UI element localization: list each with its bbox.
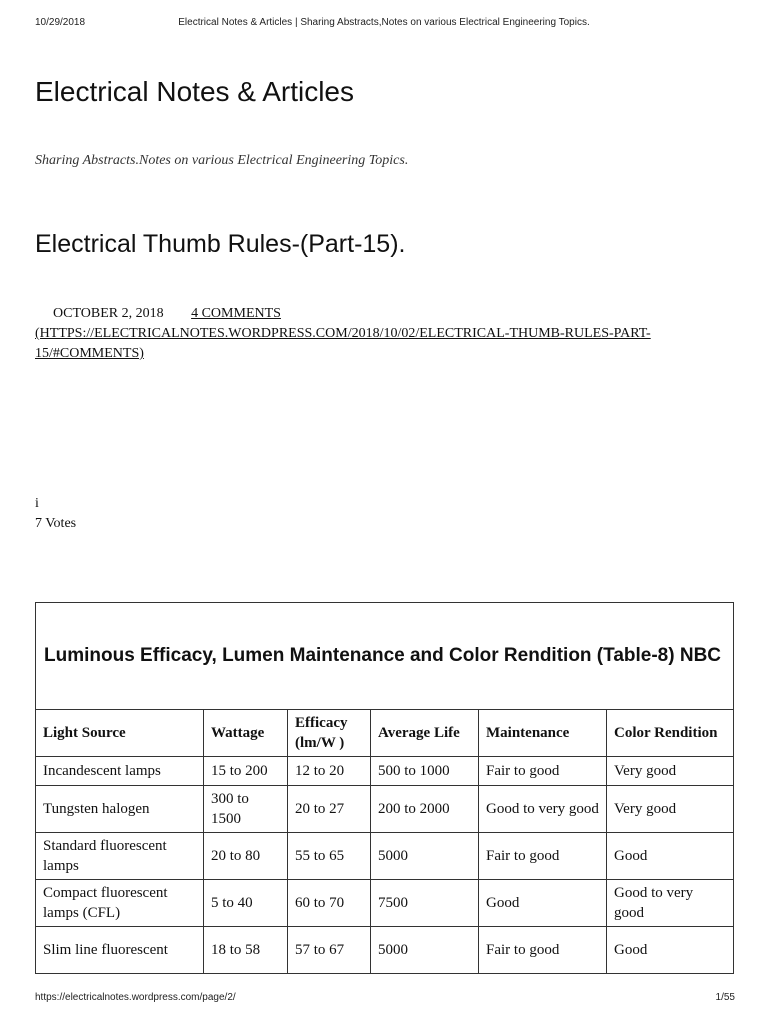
table-cell: Good	[607, 833, 734, 880]
table-cell: Incandescent lamps	[36, 757, 204, 786]
table-row	[36, 880, 734, 927]
table-cell: Very good	[607, 786, 734, 833]
table-row	[36, 757, 734, 786]
table-cell: 60 to 70	[288, 880, 371, 927]
table-row	[36, 786, 734, 833]
rating-widget	[35, 494, 76, 534]
post-title[interactable]: Electrical Thumb Rules-(Part-15).	[35, 230, 406, 258]
column-header: Average Life	[371, 710, 479, 757]
table-cell: Good	[479, 880, 607, 927]
column-header: Wattage	[204, 710, 288, 757]
page-number: 1/55	[715, 992, 735, 1003]
comments-link[interactable]: 4 COMMENTS	[191, 306, 281, 321]
table-cell: 18 to 58	[204, 927, 288, 974]
table-cell: Compact fluorescent lamps (CFL)	[36, 880, 204, 927]
comments-url-link[interactable]: (HTTPS://ELECTRICALNOTES.WORDPRESS.COM/2018/10/02/ELECTRICAL-THUMB-RULES-PART-15/#COMMENTS)	[35, 326, 651, 361]
site-title[interactable]: Electrical Notes & Articles	[35, 76, 354, 107]
efficacy-table	[35, 602, 734, 974]
table-cell: 200 to 2000	[371, 786, 479, 833]
table-cell: Tungsten halogen	[36, 786, 204, 833]
table-cell: 12 to 20	[288, 757, 371, 786]
vote-count: 7 Votes	[35, 516, 77, 531]
table-cell: 7500	[371, 880, 479, 927]
print-date: 10/29/2018	[35, 17, 86, 28]
table-cell: Fair to good	[479, 757, 607, 786]
table-cell: Fair to good	[479, 927, 607, 974]
table-cell: 20 to 80	[204, 833, 288, 880]
table-cell: 500 to 1000	[371, 757, 479, 786]
rating-info-icon[interactable]: i	[35, 496, 39, 511]
post-meta	[35, 304, 735, 364]
table-cell: Very good	[607, 757, 734, 786]
table-cell: 15 to 200	[204, 757, 288, 786]
column-header: Color Rendition	[607, 710, 734, 757]
table-header-row	[36, 710, 734, 757]
table-cell: Good to very good	[479, 786, 607, 833]
column-header: Efficacy (lm/W )	[288, 710, 371, 757]
table-cell: Standard fluorescent lamps	[36, 833, 204, 880]
table-cell: 300 to 1500	[204, 786, 288, 833]
table-cell: Good to very good	[607, 880, 734, 927]
table-cell: 57 to 67	[288, 927, 371, 974]
table-cell: 20 to 27	[288, 786, 371, 833]
table-cell: Slim line fluorescent	[36, 927, 204, 974]
column-header: Light Source	[36, 710, 204, 757]
table-cell: 5000	[371, 833, 479, 880]
print-footer-url: https://electricalnotes.wordpress.com/page/2/	[35, 992, 236, 1003]
table-cell: 5000	[371, 927, 479, 974]
table-cell: 5 to 40	[204, 880, 288, 927]
print-header-title: Electrical Notes & Articles | Sharing Abstracts,Notes on various Electrical Engineering Topics.	[178, 17, 590, 28]
site-tagline: Sharing Abstracts.Notes on various Electrical Engineering Topics.	[35, 153, 409, 168]
table-row	[36, 833, 734, 880]
column-header: Maintenance	[479, 710, 607, 757]
table-row	[36, 927, 734, 974]
table-cell: Fair to good	[479, 833, 607, 880]
table-cell: Good	[607, 927, 734, 974]
post-date: OCTOBER 2, 2018	[53, 306, 164, 321]
table-cell: 55 to 65	[288, 833, 371, 880]
table-caption: Luminous Efficacy, Lumen Maintenance and Color Rendition (Table-8) NBC	[36, 603, 734, 710]
